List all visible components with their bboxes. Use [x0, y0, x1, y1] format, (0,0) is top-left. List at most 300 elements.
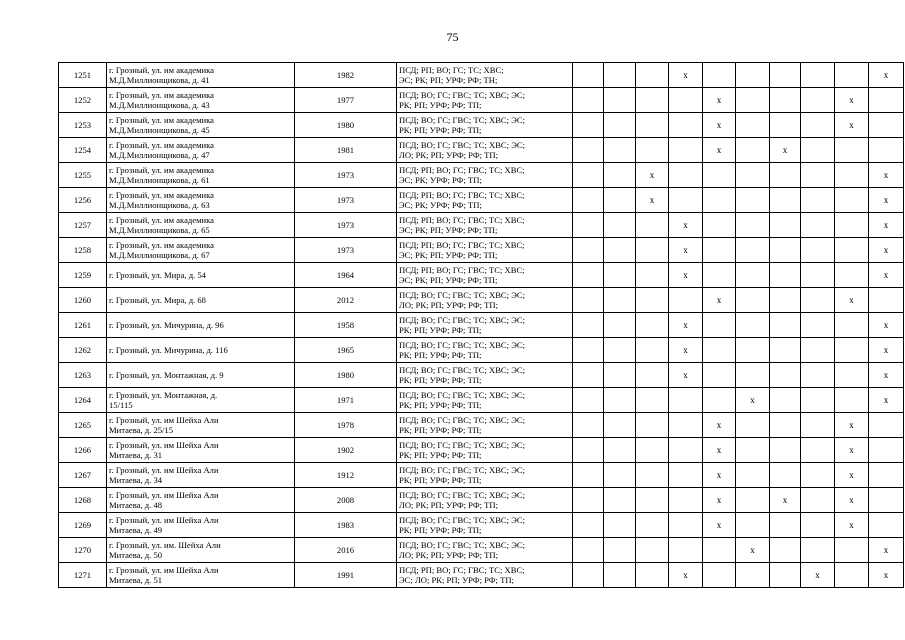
address-cell-line: Митаева, д. 49 — [109, 525, 163, 535]
mark-cell — [669, 538, 703, 563]
address-cell — [107, 388, 295, 413]
systems-cell-line: ПСД; ВО; ГС; ГВС; ТС; ХВС; ЭС; — [399, 365, 525, 375]
year-cell — [295, 238, 397, 263]
systems-cell-line: ЭС; РК; РП; УРФ; РФ; ТН; — [399, 75, 498, 85]
mark-cell — [636, 438, 669, 463]
mark-cell — [604, 238, 636, 263]
mark-cell — [770, 338, 801, 363]
mark-cell — [703, 563, 736, 588]
table-row — [59, 288, 904, 313]
mark-cell — [835, 288, 869, 313]
mark-cell — [573, 238, 604, 263]
mark-cell-line: x — [649, 170, 655, 180]
mark-cell — [703, 238, 736, 263]
mark-cell — [770, 163, 801, 188]
table-row — [59, 188, 904, 213]
mark-cell — [573, 438, 604, 463]
mark-cell — [736, 438, 770, 463]
row-number-cell — [59, 388, 107, 413]
mark-cell — [703, 113, 736, 138]
systems-cell-line: РК; РП; УРФ; РФ; ТП; — [399, 100, 482, 110]
mark-cell — [770, 388, 801, 413]
mark-cell — [604, 138, 636, 163]
mark-cell — [703, 63, 736, 88]
mark-cell — [835, 438, 869, 463]
mark-cell — [669, 263, 703, 288]
address-cell-line: г. Грозный, ул. им Шейха Али — [109, 465, 219, 475]
mark-cell — [636, 563, 669, 588]
mark-cell — [869, 438, 904, 463]
mark-cell — [573, 63, 604, 88]
mark-cell — [736, 288, 770, 313]
row-number-cell-line: 1252 — [73, 95, 92, 105]
systems-cell-line: ПСД; ВО; ГС; ГВС; ТС; ХВС; ЭС; — [399, 415, 525, 425]
mark-cell-line: x — [750, 545, 755, 555]
address-cell-line: Митаева, д. 25/15 — [109, 425, 174, 435]
mark-cell — [801, 163, 835, 188]
systems-cell-line: ПСД; РП; ВО; ГС; ГВС; ТС; ХВС; — [399, 240, 525, 250]
mark-cell — [770, 138, 801, 163]
row-number-cell — [59, 188, 107, 213]
year-cell — [295, 163, 397, 188]
mark-cell — [573, 138, 604, 163]
mark-cell — [669, 463, 703, 488]
mark-cell — [736, 338, 770, 363]
systems-cell-line: РК; РП; УРФ; РФ; ТП; — [399, 525, 482, 535]
mark-cell — [801, 313, 835, 338]
row-number-cell-line: 1265 — [73, 420, 92, 430]
row-number-cell — [59, 413, 107, 438]
mark-cell — [573, 513, 604, 538]
mark-cell — [770, 238, 801, 263]
mark-cell — [869, 488, 904, 513]
table-row — [59, 238, 904, 263]
systems-cell-line: ЭС; РК; РП; УРФ; РФ; ТП; — [399, 250, 498, 260]
mark-cell — [669, 288, 703, 313]
mark-cell — [869, 188, 904, 213]
address-cell-line: г. Грозный, ул. им. Шейха Али — [109, 540, 221, 550]
mark-cell — [636, 388, 669, 413]
systems-cell-line: РК; РП; УРФ; РФ; ТП; — [399, 400, 482, 410]
systems-cell-line: ПСД; РП; ВО; ГС; ГВС; ТС; ХВС; — [399, 165, 525, 175]
year-cell — [295, 263, 397, 288]
row-number-cell — [59, 463, 107, 488]
year-cell-line: 1991 — [336, 570, 355, 580]
mark-cell — [669, 213, 703, 238]
table-row — [59, 463, 904, 488]
mark-cell-line: x — [716, 145, 722, 155]
row-number-cell — [59, 488, 107, 513]
systems-cell — [397, 288, 573, 313]
mark-cell — [801, 238, 835, 263]
table-row — [59, 163, 904, 188]
mark-cell — [604, 338, 636, 363]
mark-cell-line: x — [716, 120, 722, 130]
systems-cell-line: РК; РП; УРФ; РФ; ТП; — [399, 325, 482, 335]
systems-cell-line: ЛО; РК; РП; УРФ; РФ; ТП; — [399, 300, 498, 310]
mark-cell — [736, 488, 770, 513]
mark-cell-line: x — [716, 95, 722, 105]
mark-cell — [636, 238, 669, 263]
systems-cell — [397, 113, 573, 138]
mark-cell — [770, 363, 801, 388]
mark-cell — [669, 88, 703, 113]
row-number-cell-line: 1259 — [73, 270, 92, 280]
table-row — [59, 488, 904, 513]
table-row — [59, 563, 904, 588]
systems-cell — [397, 138, 573, 163]
mark-cell — [604, 288, 636, 313]
address-cell-line: М.Д.Миллионщикова, д. 63 — [109, 200, 210, 210]
mark-cell — [835, 63, 869, 88]
systems-cell-line: ПСД; ВО; ГС; ГВС; ТС; ХВС; ЭС; — [399, 90, 525, 100]
year-cell-line: 1980 — [336, 370, 355, 380]
mark-cell — [636, 288, 669, 313]
year-cell — [295, 288, 397, 313]
systems-cell — [397, 363, 573, 388]
mark-cell — [736, 538, 770, 563]
mark-cell — [604, 438, 636, 463]
systems-cell — [397, 88, 573, 113]
mark-cell — [636, 538, 669, 563]
systems-cell-line: ПСД; РП; ВО; ГС; ГВС; ТС; ХВС; — [399, 265, 525, 275]
address-cell-line: г. Грозный, ул. Монтажная, д. 9 — [109, 370, 224, 380]
mark-cell — [636, 163, 669, 188]
mark-cell — [770, 188, 801, 213]
address-cell-line: Митаева, д. 48 — [109, 500, 163, 510]
systems-cell-line: ПСД; ВО; ГС; ГВС; ТС; ХВС; ЭС; — [399, 465, 525, 475]
mark-cell — [604, 313, 636, 338]
address-cell-line: г. Грозный, ул. им Шейха Али — [109, 515, 219, 525]
mark-cell — [770, 488, 801, 513]
table-row — [59, 313, 904, 338]
row-number-cell-line: 1269 — [73, 520, 92, 530]
mark-cell — [604, 188, 636, 213]
address-cell — [107, 288, 295, 313]
mark-cell — [573, 338, 604, 363]
row-number-cell-line: 1271 — [73, 570, 92, 580]
mark-cell — [770, 463, 801, 488]
mark-cell — [604, 113, 636, 138]
mark-cell-line: x — [883, 70, 889, 80]
mark-cell — [801, 188, 835, 213]
mark-cell-line: x — [716, 295, 722, 305]
mark-cell — [573, 313, 604, 338]
systems-cell — [397, 338, 573, 363]
mark-cell — [869, 513, 904, 538]
mark-cell — [604, 563, 636, 588]
mark-cell — [736, 513, 770, 538]
mark-cell — [703, 213, 736, 238]
table-row — [59, 63, 904, 88]
mark-cell — [604, 263, 636, 288]
mark-cell — [636, 488, 669, 513]
mark-cell — [636, 188, 669, 213]
table-row — [59, 513, 904, 538]
systems-cell-line: ЭС; РК; УРФ; РФ; ТП; — [399, 200, 482, 210]
mark-cell — [636, 213, 669, 238]
mark-cell — [636, 338, 669, 363]
mark-cell — [835, 188, 869, 213]
mark-cell — [835, 238, 869, 263]
mark-cell — [869, 163, 904, 188]
year-cell — [295, 513, 397, 538]
mark-cell-line: x — [849, 495, 854, 505]
address-cell-line: М.Д.Миллионщикова, д. 61 — [109, 175, 210, 185]
year-cell-line: 1973 — [336, 245, 355, 255]
mark-cell — [835, 138, 869, 163]
year-cell — [295, 338, 397, 363]
address-cell — [107, 138, 295, 163]
mark-cell — [869, 88, 904, 113]
mark-cell-line: x — [815, 570, 820, 580]
systems-cell — [397, 488, 573, 513]
year-cell-line: 2012 — [336, 295, 355, 305]
mark-cell — [736, 413, 770, 438]
mark-cell — [703, 313, 736, 338]
systems-cell — [397, 263, 573, 288]
year-cell — [295, 538, 397, 563]
mark-cell-line: x — [883, 220, 889, 230]
mark-cell — [636, 138, 669, 163]
mark-cell-line: x — [883, 570, 889, 580]
mark-cell — [835, 313, 869, 338]
address-cell-line: Митаева, д. 50 — [109, 550, 163, 560]
year-cell — [295, 63, 397, 88]
mark-cell — [573, 488, 604, 513]
row-number-cell — [59, 313, 107, 338]
year-cell — [295, 363, 397, 388]
mark-cell — [736, 88, 770, 113]
mark-cell — [636, 363, 669, 388]
mark-cell — [736, 388, 770, 413]
row-number-cell-line: 1263 — [73, 370, 92, 380]
row-number-cell — [59, 563, 107, 588]
row-number-cell — [59, 213, 107, 238]
address-cell-line: г. Грозный, ул. Монтажная, д. — [109, 390, 218, 400]
mark-cell-line: x — [683, 70, 688, 80]
row-number-cell-line: 1267 — [73, 470, 92, 480]
row-number-cell-line: 1266 — [73, 445, 92, 455]
year-cell-line: 1973 — [336, 170, 355, 180]
mark-cell — [869, 138, 904, 163]
table-row — [59, 138, 904, 163]
mark-cell — [604, 488, 636, 513]
mark-cell-line: x — [883, 245, 889, 255]
mark-cell — [636, 463, 669, 488]
address-cell — [107, 438, 295, 463]
table-row — [59, 88, 904, 113]
address-cell-line: г. Грозный, ул. им Шейха Али — [109, 440, 219, 450]
table-row — [59, 263, 904, 288]
address-cell-line: г. Грозный, ул. им академика — [109, 190, 214, 200]
mark-cell — [703, 513, 736, 538]
mark-cell — [736, 263, 770, 288]
year-cell — [295, 413, 397, 438]
mark-cell — [636, 113, 669, 138]
mark-cell — [669, 563, 703, 588]
address-cell-line: М.Д.Миллионщикова, д. 67 — [109, 250, 210, 260]
mark-cell — [669, 113, 703, 138]
page-number: 75 — [446, 30, 459, 44]
address-cell-line: г. Грозный, ул. им академика — [109, 115, 214, 125]
mark-cell — [669, 513, 703, 538]
mark-cell — [835, 563, 869, 588]
mark-cell — [801, 463, 835, 488]
systems-cell-line: ПСД; ВО; ГС; ГВС; ТС; ХВС; ЭС; — [399, 340, 525, 350]
mark-cell — [770, 213, 801, 238]
mark-cell — [801, 513, 835, 538]
mark-cell — [636, 513, 669, 538]
mark-cell — [669, 388, 703, 413]
year-cell — [295, 313, 397, 338]
mark-cell — [669, 163, 703, 188]
mark-cell — [869, 388, 904, 413]
mark-cell — [736, 138, 770, 163]
mark-cell — [573, 263, 604, 288]
mark-cell — [801, 363, 835, 388]
mark-cell — [669, 238, 703, 263]
year-cell — [295, 388, 397, 413]
year-cell — [295, 213, 397, 238]
row-number-cell — [59, 538, 107, 563]
systems-cell-line: ПСД; ВО; ГС; ГВС; ТС; ХВС; ЭС; — [399, 290, 525, 300]
systems-cell-line: ПСД; РП; ВО; ГС; ГВС; ТС; ХВС; — [399, 215, 525, 225]
address-cell-line: г. Грозный, ул. им академика — [109, 65, 214, 75]
mark-cell — [669, 188, 703, 213]
mark-cell — [703, 463, 736, 488]
mark-cell — [835, 113, 869, 138]
mark-cell — [636, 88, 669, 113]
row-number-cell — [59, 113, 107, 138]
mark-cell — [770, 538, 801, 563]
mark-cell — [736, 313, 770, 338]
address-cell-line: Митаева, д. 34 — [109, 475, 163, 485]
address-cell-line: г. Грозный, ул. им академика — [109, 140, 214, 150]
address-cell-line: М.Д.Миллионщикова, д. 65 — [109, 225, 210, 235]
mark-cell — [604, 363, 636, 388]
mark-cell — [703, 288, 736, 313]
mark-cell-line: x — [883, 320, 889, 330]
mark-cell — [669, 313, 703, 338]
mark-cell — [573, 213, 604, 238]
address-cell-line: г. Грозный, ул. им Шейха Али — [109, 490, 219, 500]
systems-cell — [397, 63, 573, 88]
systems-cell — [397, 563, 573, 588]
address-cell-line: М.Д.Миллионщикова, д. 43 — [109, 100, 210, 110]
address-cell-line: г. Грозный, ул. им академика — [109, 165, 214, 175]
row-number-cell — [59, 438, 107, 463]
mark-cell — [736, 113, 770, 138]
mark-cell — [736, 363, 770, 388]
table-row — [59, 363, 904, 388]
address-cell — [107, 513, 295, 538]
year-cell-line: 1964 — [336, 270, 355, 280]
systems-cell-line: ЭС; РК; РП; УРФ; РФ; ТП; — [399, 275, 498, 285]
mark-cell — [736, 163, 770, 188]
year-cell-line: 1981 — [336, 145, 355, 155]
mark-cell-line: x — [849, 520, 854, 530]
table-row — [59, 213, 904, 238]
mark-cell — [869, 288, 904, 313]
row-number-cell-line: 1262 — [73, 345, 92, 355]
mark-cell — [604, 413, 636, 438]
mark-cell-line: x — [849, 470, 854, 480]
mark-cell-line: x — [883, 170, 889, 180]
systems-cell-line: ЛО; РК; РП; УРФ; РФ; ТП; — [399, 150, 498, 160]
mark-cell — [869, 263, 904, 288]
mark-cell — [869, 463, 904, 488]
address-cell-line: г. Грозный, ул. Мичурина, д. 96 — [109, 320, 224, 330]
mark-cell — [573, 188, 604, 213]
mark-cell — [573, 463, 604, 488]
mark-cell-line: x — [683, 570, 688, 580]
mark-cell — [636, 63, 669, 88]
systems-cell-line: ПСД; ВО; ГС; ГВС; ТС; ХВС; ЭС; — [399, 390, 525, 400]
mark-cell-line: x — [883, 345, 889, 355]
mark-cell-line: x — [782, 145, 788, 155]
mark-cell — [869, 63, 904, 88]
year-cell — [295, 88, 397, 113]
mark-cell — [703, 388, 736, 413]
mark-cell — [669, 413, 703, 438]
systems-cell — [397, 238, 573, 263]
mark-cell — [801, 113, 835, 138]
mark-cell — [669, 438, 703, 463]
mark-cell — [703, 363, 736, 388]
row-number-cell-line: 1260 — [73, 295, 92, 305]
year-cell-line: 1958 — [336, 320, 355, 330]
mark-cell — [869, 563, 904, 588]
row-number-cell-line: 1256 — [73, 195, 92, 205]
mark-cell — [604, 163, 636, 188]
mark-cell — [770, 513, 801, 538]
mark-cell — [703, 188, 736, 213]
mark-cell — [736, 238, 770, 263]
mark-cell — [736, 63, 770, 88]
mark-cell — [869, 538, 904, 563]
year-cell-line: 1982 — [336, 70, 355, 80]
row-number-cell — [59, 138, 107, 163]
mark-cell — [770, 438, 801, 463]
address-cell — [107, 88, 295, 113]
mark-cell — [869, 113, 904, 138]
year-cell-line: 1973 — [336, 195, 355, 205]
address-cell — [107, 313, 295, 338]
row-number-cell — [59, 263, 107, 288]
systems-cell-line: ПСД; ВО; ГС; ГВС; ТС; ХВС; ЭС; — [399, 315, 525, 325]
year-cell-line: 1980 — [336, 120, 355, 130]
address-cell-line: г. Грозный, ул. им Шейха Али — [109, 565, 219, 575]
mark-cell — [801, 338, 835, 363]
mark-cell — [703, 538, 736, 563]
systems-cell-line: ПСД; РП; ВО; ГС; ГВС; ТС; ХВС; — [399, 190, 525, 200]
mark-cell — [703, 488, 736, 513]
mark-cell — [835, 363, 869, 388]
systems-cell-line: РК; РП; УРФ; РФ; ТП; — [399, 350, 482, 360]
mark-cell — [835, 488, 869, 513]
row-number-cell-line: 1268 — [73, 495, 92, 505]
mark-cell — [573, 163, 604, 188]
mark-cell-line: x — [683, 345, 688, 355]
mark-cell — [835, 388, 869, 413]
table-row — [59, 413, 904, 438]
systems-cell — [397, 188, 573, 213]
mark-cell — [869, 238, 904, 263]
year-cell-line: 1977 — [336, 95, 355, 105]
mark-cell — [604, 463, 636, 488]
address-cell-line: 15/115 — [109, 400, 133, 410]
